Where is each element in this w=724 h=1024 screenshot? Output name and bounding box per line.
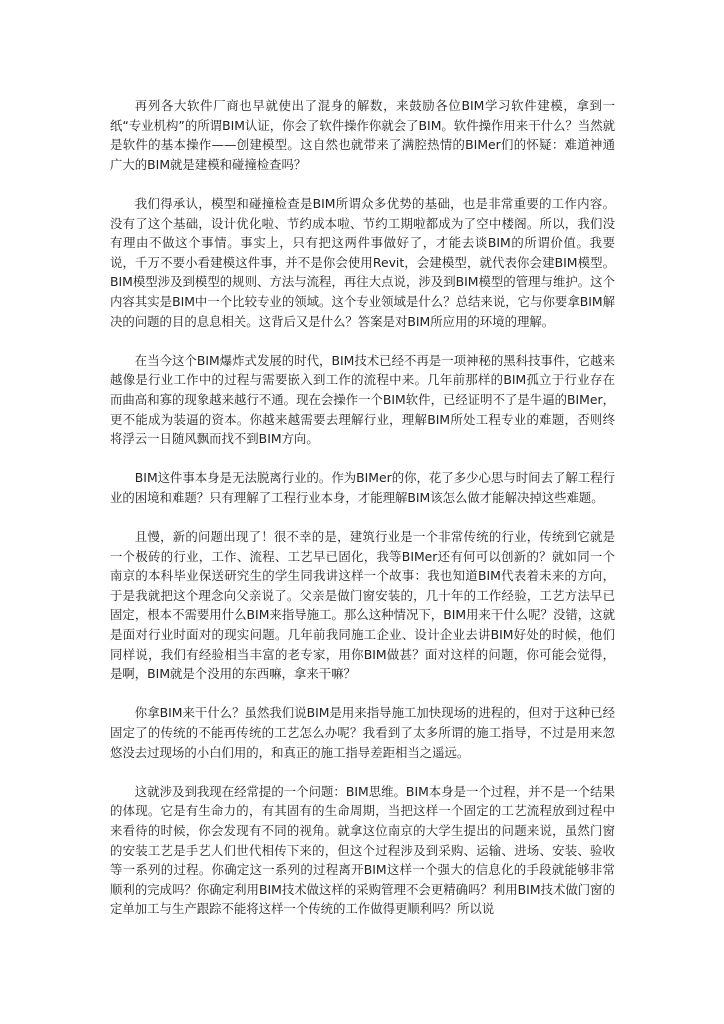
paragraph-3: 在当今这个BIM爆炸式发展的时代，BIM技术已经不再是一项神秘的黑科技事件，它越来越像是行业工作中的过程与需要嵌入到工作的流程中来。几年前那样的BIM孤立于行业存在而曲高和寡的现象越来越行不通。现在会操作一个BIM软件，已经证明不了是牛逼的BIMer，更不能成为装逼的资本。你越来越需要去理解行业，理解BIM所处工程专业的难题，否则终将浮云一日随风飘而找不到BIM方向。 bbox=[110, 352, 615, 447]
paragraph-2: 我们得承认，模型和碰撞检查是BIM所谓众多优势的基础，也是非常重要的工作内容。没有了这个基础，设计优化啦、节约成本啦、节约工期啦都成为了空中楼阁。所以，我们没有理由不做这个事情。事实上，只有把这两件事做好了，才能去谈BIM的所谓价值。我要说，千万不要小看建模这件事，并不是你会使用Revit，会建模型，就代表你会建BIM模型。BIM模型涉及到模型的规则、方法与流程，再往大点说，涉及到BIM模型的管理与维护。这个内容其实是BIM中一个比较专业的领域。这个专业领域是什么？总结来说，它与你要拿BIM解决的问题的目的息息相关。这背后又是什么？答案是对BIM所应用的环境的理解。 bbox=[110, 195, 615, 329]
paragraph-6: 你拿BIM来干什么？虽然我们说BIM是用来指导施工加快现场的进程的，但对于这种已经固定了的传统的不能再传统的工艺怎么办呢？我看到了太多所谓的施工指导，不过是用来忽悠没去过现场的小白们用的，和真正的施工指导差距相当之遥远。 bbox=[110, 705, 615, 760]
paragraph-1: 再列各大软件厂商也早就使出了混身的解数，来鼓励各位BIM学习软件建模，拿到一纸“专业机构”的所谓BIM认证，你会了软件操作你就会了BIM。软件操作用来干什么？当然就是软件的基本操作——创建模型。这自然也就带来了满腔热情的BIMer们的怀疑：难道神通广大的BIM就是建模和碰撞检查吗？ bbox=[110, 98, 615, 172]
paragraph-5: 且慢，新的问题出现了！很不幸的是，建筑行业是一个非常传统的行业，传统到它就是一个极砖的行业，工作、流程、工艺早已固化，我等BIMer还有何可以创新的？就如同一个南京的本科毕业保送研究生的学生同我讲这样一个故事：我也知道BIM代表着未来的方向，于是我就把这个理念向父亲说了。父亲是做门窗安装的，几十年的工作经验，工艺方法早已固定，根本不需要用什么BIM来指导施工。那么这种情况下，BIM用来干什么呢？没错，这就是面对行业时面对的现实问题。几年前我同施工企业、设计企业去讲BIM好处的时候，他们同样说，我们有经验相当丰富的老专家，用你BIM做甚？面对这样的问题，你可能会觉得，是啊，BIM就是个没用的东西嘛，拿来干嘛？ bbox=[110, 529, 615, 682]
document-page bbox=[110, 96, 615, 939]
paragraph-4: BIM这件事本身是无法脱离行业的。作为BIMer的你，花了多少心思与时间去了解工程行业的困境和难题？只有理解了工程行业本身，才能理解BIM该怎么做才能解决掉这些难题。 bbox=[110, 470, 615, 505]
paragraph-7: 这就涉及到我现在经常提的一个问题：BIM思维。BIM本身是一个过程，并不是一个结果的体现。它是有生命力的，有其固有的生命周期，当把这样一个固定的工艺流程放到过程中来看待的时候，你会发现有不同的视角。就拿这位南京的大学生提出的问题来说，虽然门窗的安装工艺是手艺人们世代相传下来的，但这个过程涉及到采购、运输、进场、安装、验收等一系列的过程。你确定这一系列的过程离开BIM这样一个强大的信息化的手段就能够非常顺利的完成吗？你确定利用BIM技术做这样的采购管理不会更精确吗？利用BIM技术做门窗的定单加工与生产跟踪不能将这样一个传统的工作做得更顺利吗？所以说 bbox=[110, 783, 615, 917]
